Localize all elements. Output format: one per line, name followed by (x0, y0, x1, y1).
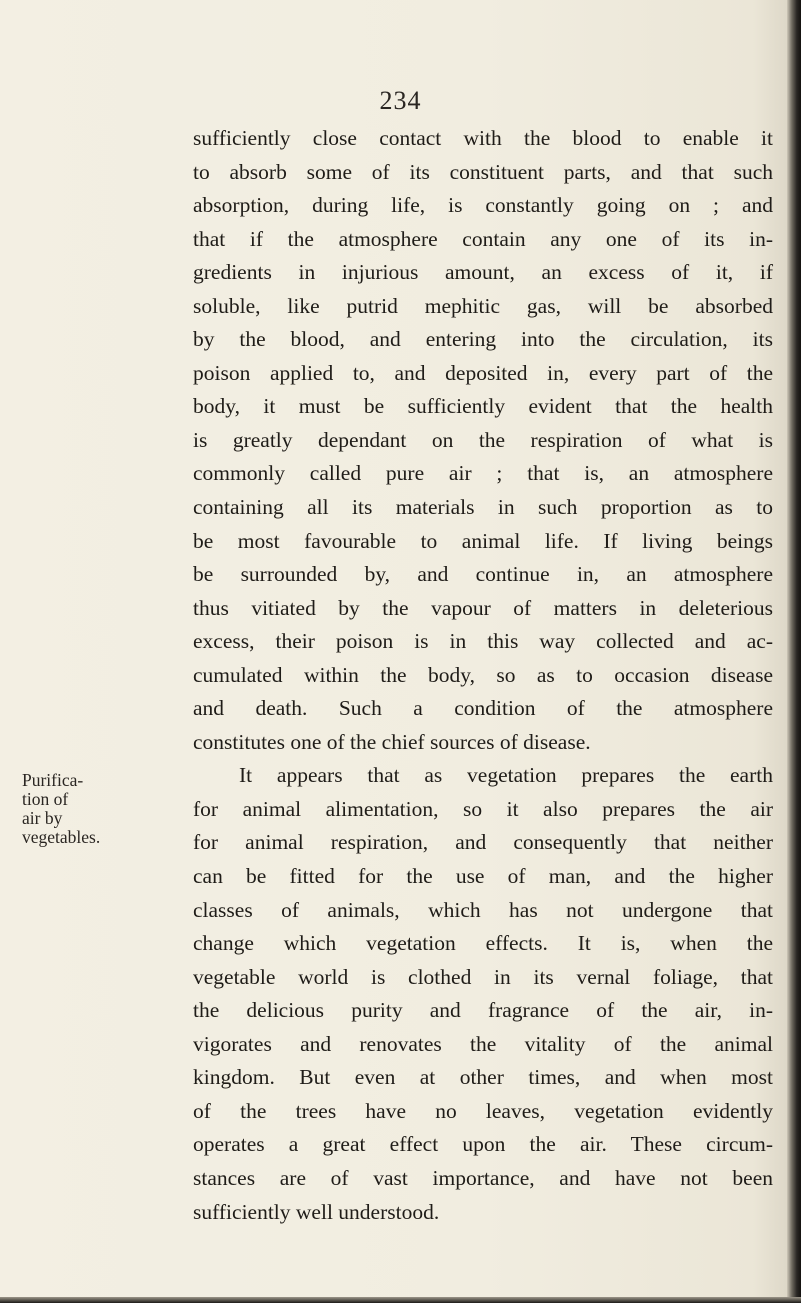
text-line: change which vegetation effects. It is, when the (193, 931, 773, 956)
page-bottom-shadow (0, 1297, 801, 1303)
margin-note-line: air by (22, 808, 63, 828)
text-line: commonly called pure air ; that is, an atmosphere (193, 461, 773, 486)
margin-note-line: vegetables. (22, 827, 101, 847)
text-line: It appears that as vegetation prepares the earth (239, 763, 773, 788)
text-line: the delicious purity and fragrance of the air, in- (193, 998, 773, 1023)
margin-note-line: Purifica- (22, 770, 84, 790)
text-line: by the blood, and entering into the circulation, its (193, 327, 773, 352)
paragraph-1 (193, 122, 773, 759)
text-line: excess, their poison is in this way collected and ac- (193, 629, 773, 654)
margin-note (22, 771, 197, 847)
text-line: vegetable world is clothed in its vernal foliage, that (193, 964, 773, 989)
text-line: stances are of vast importance, and have not been (193, 1165, 773, 1190)
text-line: cumulated within the body, so as to occasion disease (193, 662, 773, 687)
text-line: sufficiently well understood. (193, 1199, 440, 1224)
text-line: that if the atmosphere contain any one of its in- (193, 226, 773, 251)
text-line: be surrounded by, and continue in, an atmosphere (193, 562, 773, 587)
text-line: absorption, during life, is constantly going on ; and (193, 193, 773, 218)
body-text (193, 122, 773, 1229)
text-line: for animal alimentation, so it also prepares the air (193, 796, 773, 821)
text-line: kingdom. But even at other times, and when most (193, 1065, 773, 1090)
text-line: poison applied to, and deposited in, every part of the (193, 360, 773, 385)
paragraph-2 (193, 759, 773, 1229)
page-edge-shadow (787, 0, 801, 1303)
text-line: thus vitiated by the vapour of matters in deleterious (193, 595, 773, 620)
text-line: classes of animals, which has not undergone that (193, 897, 773, 922)
text-line: be most favourable to animal life. If living beings (193, 528, 773, 553)
text-line: can be fitted for the use of man, and the higher (193, 864, 773, 889)
text-line: for animal respiration, and consequently that neither (193, 830, 773, 855)
text-line: and death. Such a condition of the atmosphere (193, 696, 773, 721)
page-number: 234 (379, 86, 422, 115)
text-line: vigorates and renovates the vitality of the animal (193, 1031, 773, 1056)
text-line: operates a great effect upon the air. These circum- (193, 1132, 773, 1157)
text-line: containing all its materials in such proportion as to (193, 495, 773, 520)
text-line: gredients in injurious amount, an excess of it, if (193, 260, 773, 285)
text-line: is greatly dependant on the respiration of what is (193, 427, 773, 452)
margin-note-line: tion of (22, 789, 69, 809)
text-line: sufficiently close contact with the blood to enable it (193, 126, 773, 150)
text-line: constitutes one of the chief sources of disease. (193, 729, 591, 754)
text-line: to absorb some of its constituent parts, and that such (193, 159, 773, 184)
text-line: of the trees have no leaves, vegetation evidently (193, 1098, 773, 1123)
text-line: soluble, like putrid mephitic gas, will be absorbed (193, 293, 773, 318)
text-line: body, it must be sufficiently evident that the health (193, 394, 773, 419)
